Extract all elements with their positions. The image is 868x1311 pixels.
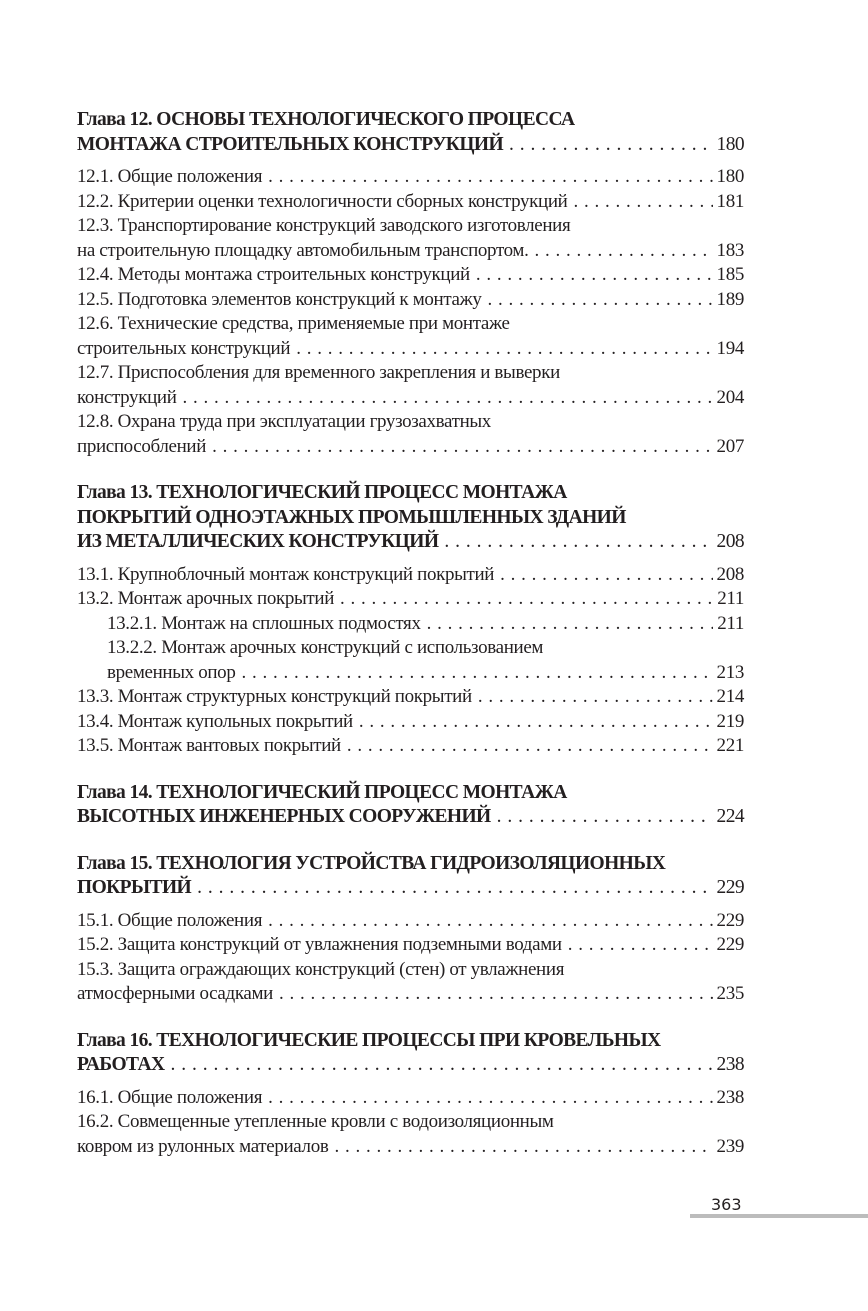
section-title-line: атмосферными осадками <box>77 983 273 1004</box>
section-page-number: 189 <box>716 288 744 310</box>
section-title-line: 13.2.2. Монтаж арочных конструкций с использованием <box>107 637 544 658</box>
chapter-title-line: ПОКРЫТИЙ <box>77 877 192 898</box>
section-entry[interactable] <box>77 587 744 612</box>
chapter-heading[interactable] <box>77 108 744 157</box>
section-page-number: 235 <box>716 983 744 1004</box>
dot-leader <box>497 805 713 830</box>
section-list <box>77 909 744 1007</box>
section-page-number: 238 <box>716 1086 744 1108</box>
section-title-line: ковром из рулонных материалов <box>77 1135 329 1157</box>
section-list <box>77 563 744 759</box>
section-title-line: строительных конструкций <box>77 337 291 359</box>
dot-leader <box>183 386 713 411</box>
toc-chapter <box>77 852 744 1007</box>
section-page-number: 180 <box>716 166 744 187</box>
toc-chapter <box>77 781 744 830</box>
section-title-line: 12.2. Критерии оценки технологичности сборных конструкций <box>77 190 568 212</box>
chapter-title-line: ПОКРЫТИЙ ОДНОЭТАЖНЫХ ПРОМЫШЛЕННЫХ ЗДАНИЙ <box>77 506 626 528</box>
section-title-line: 13.2.1. Монтаж на сплошных подмостях <box>107 612 421 634</box>
section-entry[interactable] <box>77 361 744 410</box>
dot-leader <box>347 734 713 759</box>
toc-chapter <box>77 481 744 759</box>
section-page-number: 229 <box>716 909 744 931</box>
section-entry[interactable] <box>77 263 744 288</box>
footer-bar <box>690 1214 868 1218</box>
section-page-number: 221 <box>716 735 744 756</box>
dot-leader <box>444 530 712 555</box>
chapter-heading[interactable] <box>77 1029 744 1078</box>
dot-leader <box>268 1086 712 1111</box>
section-title-line: 12.1. Общие положения <box>77 166 263 187</box>
section-entry[interactable] <box>77 1110 744 1159</box>
dot-leader <box>279 982 713 1007</box>
section-page-number: 219 <box>716 710 744 732</box>
section-page-number: 207 <box>716 435 744 457</box>
section-title-line: 15.2. Защита конструкций от увлажнения подземными водами <box>77 934 562 955</box>
section-title-line: 15.3. Защита ограждающих конструкций (стен) от увлажнения <box>77 958 565 980</box>
section-page-number: 208 <box>716 563 744 585</box>
section-title-line: 12.8. Охрана труда при эксплуатации грузозахватных <box>77 411 491 432</box>
chapter-heading[interactable] <box>77 852 744 901</box>
chapter-title-line: Глава 13. ТЕХНОЛОГИЧЕСКИЙ ПРОЦЕСС МОНТАЖА <box>77 482 567 503</box>
chapter-title-line: ВЫСОТНЫХ ИНЖЕНЕРНЫХ СООРУЖЕНИЙ <box>77 806 491 827</box>
section-title-line: 13.5. Монтаж вантовых покрытий <box>77 735 341 756</box>
section-entry[interactable] <box>77 165 744 190</box>
dot-leader <box>296 337 712 362</box>
section-entry[interactable] <box>77 312 744 361</box>
dot-leader <box>535 239 713 264</box>
chapter-page-number: 229 <box>716 877 744 898</box>
section-title-line: 15.1. Общие положения <box>77 909 263 931</box>
dot-leader <box>500 563 712 588</box>
section-entry[interactable] <box>77 909 744 934</box>
chapter-title-line: Глава 16. ТЕХНОЛОГИЧЕСКИЕ ПРОЦЕССЫ ПРИ КРОВЕЛЬНЫХ <box>77 1029 661 1051</box>
section-title-line: конструкций <box>77 386 177 408</box>
subsection-entry[interactable] <box>77 636 744 685</box>
section-page-number: 239 <box>716 1135 744 1157</box>
section-list <box>77 165 744 459</box>
dot-leader <box>427 612 714 637</box>
section-entry[interactable] <box>77 734 744 759</box>
chapter-title-line: Глава 12. ОСНОВЫ ТЕХНОЛОГИЧЕСКОГО ПРОЦЕССА <box>77 109 575 130</box>
section-entry[interactable] <box>77 288 744 313</box>
dot-leader <box>212 435 712 460</box>
table-of-contents <box>77 108 744 1173</box>
chapter-title-line: Глава 14. ТЕХНОЛОГИЧЕСКИЙ ПРОЦЕСС МОНТАЖА <box>77 781 567 803</box>
chapter-title-line: МОНТАЖА СТРОИТЕЛЬНЫХ КОНСТРУКЦИЙ <box>77 133 504 155</box>
section-entry[interactable] <box>77 214 744 263</box>
dot-leader <box>241 661 712 686</box>
section-page-number: 211 <box>717 612 744 634</box>
subsection-entry[interactable] <box>77 612 744 637</box>
section-title-line: 12.4. Методы монтажа строительных конструкций <box>77 264 470 285</box>
dot-leader <box>509 133 713 158</box>
chapter-heading[interactable] <box>77 481 744 555</box>
section-entry[interactable] <box>77 563 744 588</box>
section-entry[interactable] <box>77 190 744 215</box>
section-title-line: 16.2. Совмещенные утепленные кровли с водоизоляционным <box>77 1111 554 1132</box>
section-page-number: 213 <box>716 661 744 683</box>
dot-leader <box>476 263 713 288</box>
section-page-number: 181 <box>716 190 744 212</box>
toc-chapter <box>77 1029 744 1160</box>
section-title-line: 16.1. Общие положения <box>77 1086 263 1108</box>
section-title-line: 13.3. Монтаж структурных конструкций покрытий <box>77 686 472 707</box>
section-title-line: 13.4. Монтаж купольных покрытий <box>77 710 353 732</box>
section-entry[interactable] <box>77 958 744 1007</box>
page-number: 363 <box>711 1195 742 1214</box>
section-title-line: 12.5. Подготовка элементов конструкций к монтажу <box>77 288 482 310</box>
section-page-number: 229 <box>716 934 744 955</box>
chapter-title-line: РАБОТАХ <box>77 1054 165 1075</box>
section-page-number: 194 <box>716 337 744 359</box>
section-entry[interactable] <box>77 710 744 735</box>
section-page-number: 204 <box>716 386 744 408</box>
section-title-line: 12.3. Транспортирование конструкций заводского изготовления <box>77 215 571 236</box>
section-page-number: 214 <box>716 686 744 707</box>
section-title-line: на строительную площадку автомобильным транспортом. <box>77 239 529 261</box>
section-page-number: 211 <box>717 588 744 609</box>
dot-leader <box>340 587 713 612</box>
chapter-page-number: 238 <box>716 1054 744 1075</box>
section-entry[interactable] <box>77 685 744 710</box>
chapter-heading[interactable] <box>77 781 744 830</box>
dot-leader <box>170 1053 712 1078</box>
dot-leader <box>568 933 713 958</box>
toc-chapter <box>77 108 744 459</box>
section-entry[interactable] <box>77 933 744 958</box>
dot-leader <box>359 710 713 735</box>
dot-leader <box>268 909 712 934</box>
chapter-page-number: 224 <box>716 806 744 827</box>
section-title-line: 12.6. Технические средства, применяемые при монтаже <box>77 313 510 334</box>
dot-leader <box>573 190 712 215</box>
chapter-title-line: ИЗ МЕТАЛЛИЧЕСКИХ КОНСТРУКЦИЙ <box>77 531 439 552</box>
section-list <box>77 1086 744 1160</box>
chapter-page-number: 208 <box>716 531 744 552</box>
section-page-number: 183 <box>716 239 744 261</box>
dot-leader <box>488 288 713 313</box>
section-title-line: 13.1. Крупноблочный монтаж конструкций покрытий <box>77 563 495 585</box>
section-page-number: 185 <box>716 264 744 285</box>
section-title-line: 13.2. Монтаж арочных покрытий <box>77 588 335 609</box>
dot-leader <box>268 165 712 190</box>
section-entry[interactable] <box>77 1086 744 1111</box>
dot-leader <box>197 876 712 901</box>
chapter-page-number: 180 <box>716 133 744 155</box>
section-entry[interactable] <box>77 410 744 459</box>
dot-leader <box>478 685 713 710</box>
dot-leader <box>334 1135 712 1160</box>
section-title-line: приспособлений <box>77 435 207 457</box>
section-title-line: временных опор <box>107 661 236 683</box>
section-title-line: 12.7. Приспособления для временного закрепления и выверки <box>77 362 560 383</box>
chapter-title-line: Глава 15. ТЕХНОЛОГИЯ УСТРОЙСТВА ГИДРОИЗОЛЯЦИОННЫХ <box>77 852 666 874</box>
